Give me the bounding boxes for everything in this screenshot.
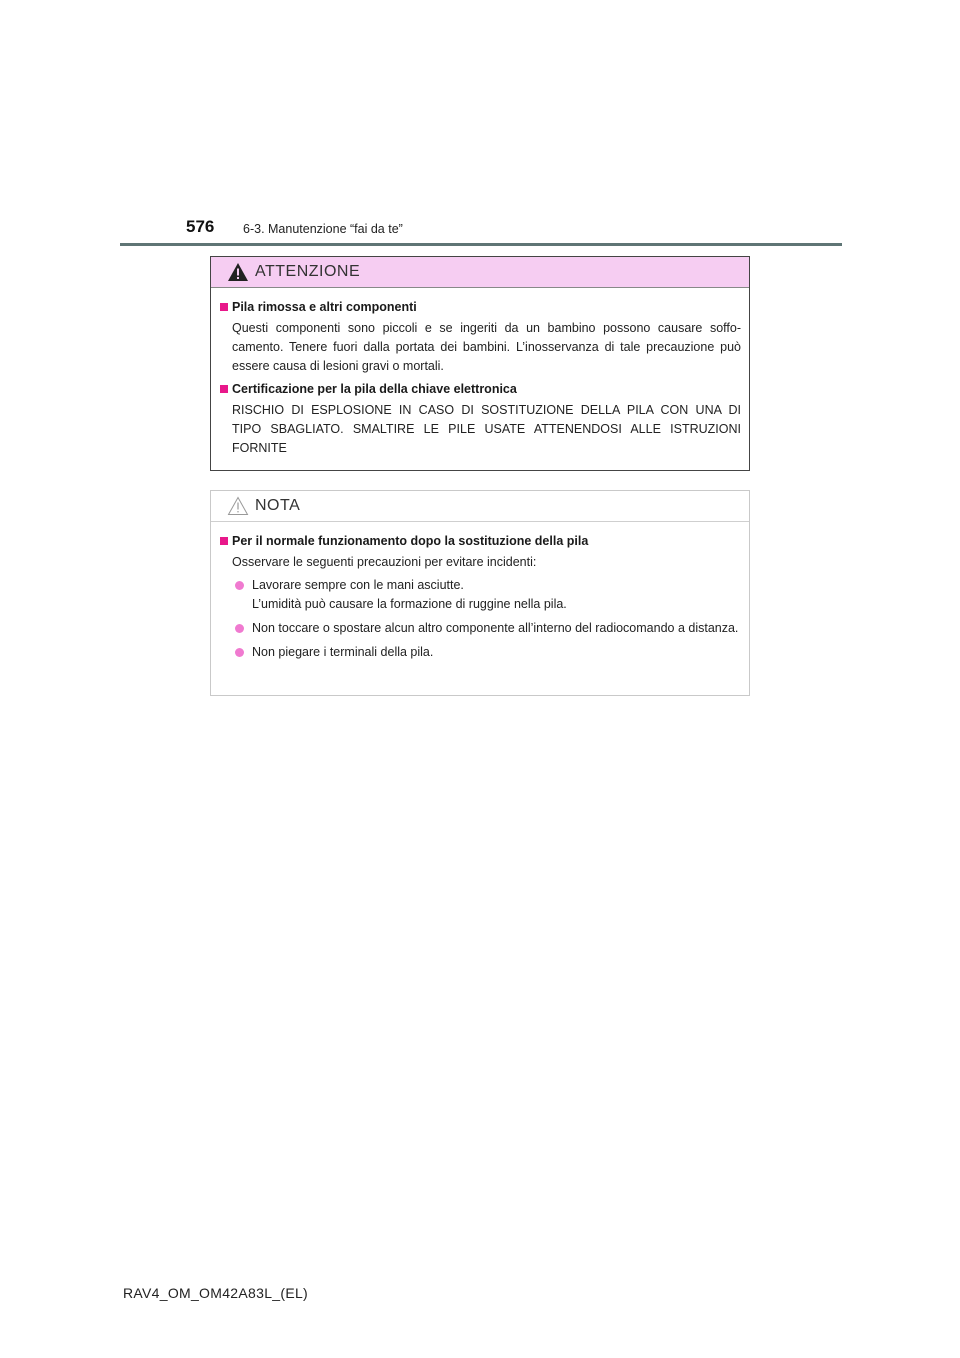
warning-box: [210, 256, 750, 471]
round-bullet-icon: [235, 648, 244, 657]
round-bullet-icon: [235, 624, 244, 633]
note-header: [211, 491, 749, 522]
list-item: Non toccare o spostare alcun altro componente all’interno del radiocomando a distanza.: [219, 619, 741, 638]
note-box: [210, 490, 750, 696]
list-item: Non piegare i terminali della pila.: [219, 643, 741, 662]
note-intro: Osservare le seguenti precauzioni per evitare incidenti:: [232, 555, 537, 569]
list-item: Lavorare sempre con le mani asciutte. L’umidità può causare la formazione di ruggine nella pila.: [219, 576, 741, 614]
round-bullet-icon: [235, 581, 244, 590]
warning-item-title: Pila rimossa e altri componenti: [219, 298, 741, 317]
warning-item-text: Questi componenti sono piccoli e se ingeriti da un bambino possono causare soffo-camento. Tenere fuori dalla portata dei bambini. L’inosservanza di tale precauzione può essere causa di lesioni gravi o mortali.: [232, 321, 741, 373]
header-rule: [120, 243, 842, 246]
page-number: 576: [186, 217, 215, 236]
caution-triangle-outline-icon: [227, 496, 249, 516]
square-bullet-icon: [220, 303, 228, 311]
section-title: 6-3. Manutenzione “fai da te”: [243, 222, 403, 236]
warning-triangle-icon: [227, 262, 249, 282]
warning-item-title: Certificazione per la pila della chiave elettronica: [219, 380, 741, 399]
warning-title: ATTENZIONE: [255, 263, 361, 280]
square-bullet-icon: [220, 537, 228, 545]
warning-header: [211, 257, 749, 288]
document-code: RAV4_OM_OM42A83L_(EL): [123, 1285, 309, 1301]
square-bullet-icon: [220, 385, 228, 393]
note-title: NOTA: [255, 497, 301, 514]
warning-item-text: RISCHIO DI ESPLOSIONE IN CASO DI SOSTITUZIONE DELLA PILA CON UNA DI TIPO SBAGLIATO. SMALTIRE LE PILE USATE ATTENENDOSI ALLE ISTRUZIONI FORNITE: [232, 403, 741, 455]
note-item-title: Per il normale funzionamento dopo la sostituzione della pila: [219, 532, 741, 551]
